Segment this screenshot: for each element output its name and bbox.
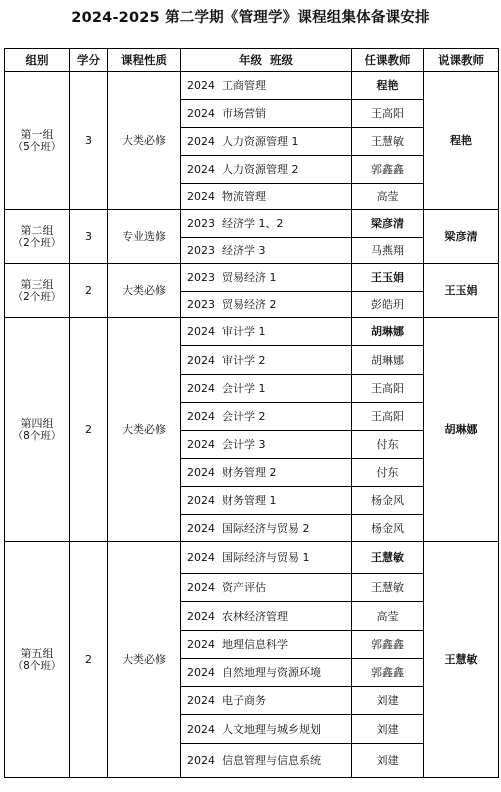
class-cell: 2023 经济学 3 bbox=[181, 238, 352, 264]
presenter-cell: 王玉娟 bbox=[424, 264, 499, 318]
teacher-cell: 王高阳 bbox=[352, 375, 424, 403]
class-cell: 2024 会计学 3 bbox=[181, 431, 352, 459]
table-row bbox=[5, 542, 499, 574]
teacher-cell: 郭鑫鑫 bbox=[352, 631, 424, 659]
teacher-cell: 高莹 bbox=[352, 184, 424, 210]
teacher-cell: 梁彦清 bbox=[352, 210, 424, 238]
table-row bbox=[5, 264, 499, 292]
nature-cell: 大类必修 bbox=[108, 72, 181, 210]
group-class-count: （8个班） bbox=[12, 659, 62, 672]
group-cell bbox=[5, 210, 70, 264]
credit-cell: 3 bbox=[70, 72, 108, 210]
class-cell: 2023 经济学 1、2 bbox=[181, 210, 352, 238]
class-cell: 2024 人力资源管理 2 bbox=[181, 156, 352, 184]
class-cell: 2024 国际经济与贸易 2 bbox=[181, 515, 352, 542]
teacher-cell: 胡琳娜 bbox=[352, 346, 424, 375]
header-class: 年级 班级 bbox=[181, 49, 352, 72]
group-cell bbox=[5, 72, 70, 210]
nature-cell: 大类必修 bbox=[108, 542, 181, 778]
teacher-cell: 王慧敏 bbox=[352, 574, 424, 602]
teacher-cell: 高莹 bbox=[352, 602, 424, 631]
presenter-cell: 程艳 bbox=[424, 72, 499, 210]
group-cell bbox=[5, 542, 70, 778]
class-cell: 2024 市场营销 bbox=[181, 100, 352, 128]
table-row bbox=[5, 72, 499, 100]
teacher-cell: 郭鑫鑫 bbox=[352, 156, 424, 184]
teacher-cell: 刘建 bbox=[352, 687, 424, 715]
class-cell: 2024 信息管理与信息系统 bbox=[181, 744, 352, 778]
teacher-cell: 刘建 bbox=[352, 715, 424, 744]
teacher-cell: 王玉娟 bbox=[352, 264, 424, 292]
credit-cell: 2 bbox=[70, 264, 108, 318]
class-cell: 2024 自然地理与资源环境 bbox=[181, 659, 352, 687]
header-row bbox=[5, 49, 499, 72]
group-class-count: （2个班） bbox=[12, 236, 62, 249]
nature-cell: 大类必修 bbox=[108, 318, 181, 542]
group-name: 第三组 bbox=[20, 277, 54, 291]
header-credit: 学分 bbox=[70, 49, 108, 72]
class-cell: 2024 会计学 2 bbox=[181, 403, 352, 431]
teacher-cell: 程艳 bbox=[352, 72, 424, 100]
class-cell: 2024 会计学 1 bbox=[181, 375, 352, 403]
presenter-cell: 梁彦清 bbox=[424, 210, 499, 264]
class-cell: 2024 电子商务 bbox=[181, 687, 352, 715]
presenter-cell: 胡琳娜 bbox=[424, 318, 499, 542]
class-cell: 2024 财务管理 2 bbox=[181, 459, 352, 487]
presenter-cell: 王慧敏 bbox=[424, 542, 499, 778]
teacher-cell: 郭鑫鑫 bbox=[352, 659, 424, 687]
group-cell bbox=[5, 318, 70, 542]
nature-cell: 大类必修 bbox=[108, 264, 181, 318]
class-cell: 2024 审计学 1 bbox=[181, 318, 352, 346]
group-name: 第四组 bbox=[20, 416, 54, 430]
header-nature: 课程性质 bbox=[108, 49, 181, 72]
class-cell: 2024 审计学 2 bbox=[181, 346, 352, 375]
class-cell: 2024 人文地理与城乡规划 bbox=[181, 715, 352, 744]
group-cell bbox=[5, 264, 70, 318]
group-class-count: （2个班） bbox=[12, 290, 62, 303]
credit-cell: 2 bbox=[70, 318, 108, 542]
group-class-count: （8个班） bbox=[12, 429, 62, 442]
class-cell: 2024 国际经济与贸易 1 bbox=[181, 542, 352, 574]
nature-cell: 专业选修 bbox=[108, 210, 181, 264]
group-name: 第五组 bbox=[20, 646, 54, 660]
class-cell: 2023 贸易经济 2 bbox=[181, 292, 352, 318]
class-cell: 2024 资产评估 bbox=[181, 574, 352, 602]
credit-cell: 2 bbox=[70, 542, 108, 778]
teacher-cell: 王高阳 bbox=[352, 403, 424, 431]
teacher-cell: 彭皓玥 bbox=[352, 292, 424, 318]
class-cell: 2023 贸易经济 1 bbox=[181, 264, 352, 292]
class-cell: 2024 物流管理 bbox=[181, 184, 352, 210]
teacher-cell: 付东 bbox=[352, 431, 424, 459]
header-group: 组别 bbox=[5, 49, 70, 72]
teacher-cell: 王高阳 bbox=[352, 100, 424, 128]
teacher-cell: 王慧敏 bbox=[352, 542, 424, 574]
table-row bbox=[5, 210, 499, 238]
class-cell: 2024 地理信息科学 bbox=[181, 631, 352, 659]
group-class-count: （5个班） bbox=[12, 140, 62, 153]
teacher-cell: 付东 bbox=[352, 459, 424, 487]
teacher-cell: 马燕翔 bbox=[352, 238, 424, 264]
teacher-cell: 刘建 bbox=[352, 744, 424, 778]
teacher-cell: 杨金风 bbox=[352, 487, 424, 515]
group-name: 第二组 bbox=[20, 223, 54, 237]
group-name: 第一组 bbox=[20, 127, 54, 141]
credit-cell: 3 bbox=[70, 210, 108, 264]
header-presenter: 说课教师 bbox=[424, 49, 499, 72]
class-cell: 2024 人力资源管理 1 bbox=[181, 128, 352, 156]
header-teacher: 任课教师 bbox=[352, 49, 424, 72]
class-cell: 2024 农林经济管理 bbox=[181, 602, 352, 631]
teacher-cell: 胡琳娜 bbox=[352, 318, 424, 346]
table-row bbox=[5, 318, 499, 346]
class-cell: 2024 财务管理 1 bbox=[181, 487, 352, 515]
schedule-table bbox=[4, 48, 499, 778]
page-title: 2024-2025 第二学期《管理学》课程组集体备课安排 bbox=[71, 10, 430, 26]
teacher-cell: 杨金风 bbox=[352, 515, 424, 542]
class-cell: 2024 工商管理 bbox=[181, 72, 352, 100]
teacher-cell: 王慧敏 bbox=[352, 128, 424, 156]
